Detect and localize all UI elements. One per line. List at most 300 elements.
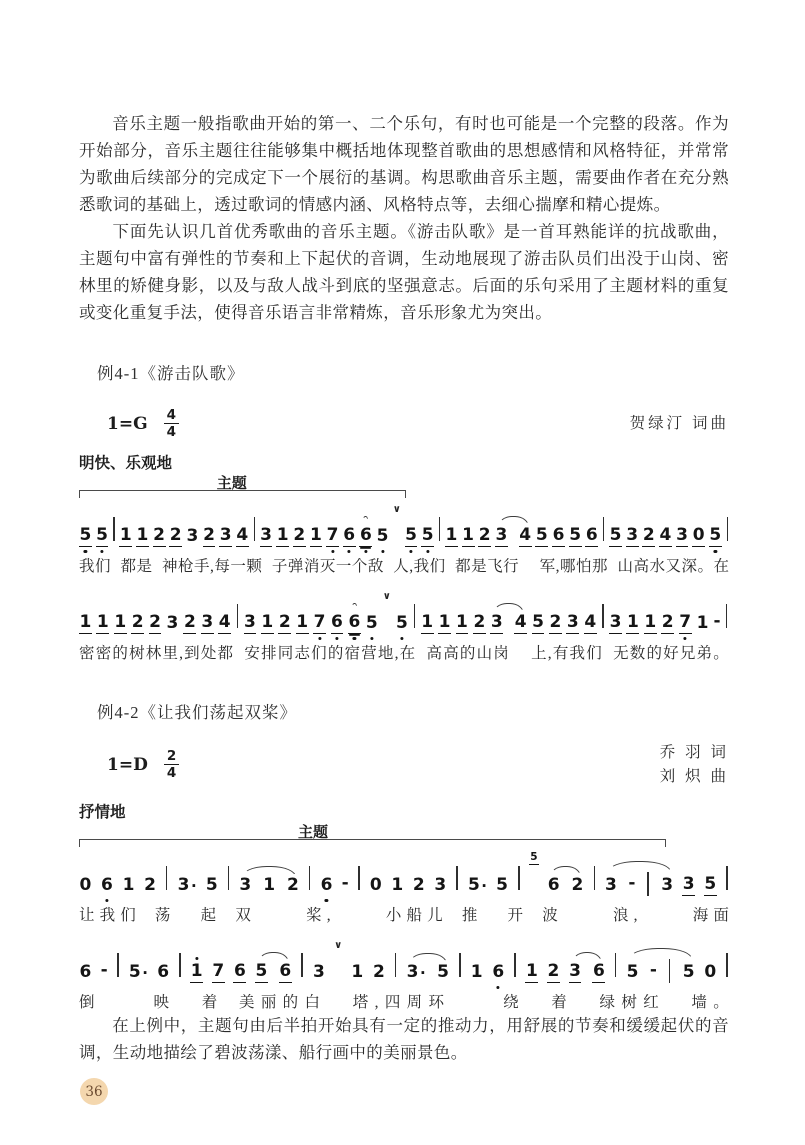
note-digit: 2 bbox=[149, 612, 161, 633]
note bbox=[525, 960, 538, 983]
note bbox=[177, 874, 197, 896]
note bbox=[490, 614, 503, 634]
barline bbox=[358, 866, 359, 890]
note bbox=[478, 527, 491, 547]
note bbox=[326, 527, 339, 547]
note-digit: 6 bbox=[552, 525, 565, 546]
note bbox=[412, 874, 425, 896]
note-digit: 1 bbox=[190, 960, 203, 981]
example-4-1 bbox=[79, 360, 729, 663]
note bbox=[128, 961, 148, 983]
note bbox=[157, 961, 170, 983]
barline bbox=[727, 517, 728, 541]
note-digit: 1 bbox=[644, 612, 657, 633]
note bbox=[626, 527, 639, 547]
note-digit: 6 bbox=[331, 612, 343, 633]
note bbox=[661, 874, 674, 896]
lyric-char: 敌 bbox=[367, 558, 384, 576]
paragraph-intro bbox=[79, 110, 729, 218]
breath-mark: ∨ bbox=[334, 939, 343, 951]
note-digit: 1 bbox=[696, 613, 709, 634]
credit-line: 刘 炽 曲 bbox=[659, 767, 729, 785]
dash-extension: - bbox=[628, 872, 636, 893]
low-octave-dot bbox=[426, 550, 429, 553]
barline bbox=[594, 866, 595, 890]
note bbox=[585, 527, 598, 547]
lyric-char: 灭 bbox=[319, 558, 336, 576]
lyric-char: 水 bbox=[649, 558, 665, 576]
low-octave-dot bbox=[331, 550, 334, 553]
note-digit: 2 bbox=[153, 525, 165, 546]
note bbox=[276, 527, 289, 547]
note bbox=[679, 614, 692, 634]
note bbox=[131, 614, 144, 634]
lyric-char: 里 bbox=[162, 645, 178, 663]
note-digit: 3 bbox=[566, 612, 579, 633]
lyric-char: 让 bbox=[79, 906, 95, 924]
note-digit: 5 bbox=[255, 960, 268, 981]
lyric-row bbox=[79, 554, 729, 576]
lyric-char: 浪 bbox=[613, 906, 629, 924]
note bbox=[348, 614, 361, 634]
note bbox=[365, 615, 378, 634]
note-digit: 2 bbox=[547, 960, 560, 981]
note-digit: 4 bbox=[218, 612, 231, 633]
slur-arc bbox=[359, 527, 372, 547]
note-digit: 2 bbox=[478, 525, 491, 546]
lyric-char: 们 bbox=[120, 906, 136, 924]
example-4-2 bbox=[79, 699, 729, 1012]
note bbox=[144, 874, 157, 896]
note-digit: 3 bbox=[490, 612, 503, 633]
note bbox=[320, 874, 333, 896]
note bbox=[609, 527, 622, 547]
note-digit: 5 bbox=[704, 873, 717, 894]
note bbox=[166, 615, 179, 634]
notation-system bbox=[79, 939, 729, 1012]
note-digit: 6 bbox=[343, 525, 356, 546]
note-digit: 3 bbox=[166, 613, 179, 634]
lyric-char: 。 bbox=[713, 645, 729, 663]
note-digit: 3 bbox=[682, 873, 695, 894]
note bbox=[547, 874, 560, 896]
note-digit: 1 bbox=[119, 525, 132, 546]
note bbox=[406, 961, 426, 983]
slur-arc bbox=[605, 872, 674, 896]
low-octave-dot bbox=[353, 637, 356, 640]
lyric-char: 我 bbox=[99, 906, 116, 924]
notation-system bbox=[79, 504, 729, 576]
barline bbox=[237, 604, 238, 628]
lyric-char: 手 bbox=[193, 558, 210, 576]
lyric-char: 白 bbox=[304, 993, 321, 1011]
low-octave-dot bbox=[370, 637, 373, 640]
lyric-char: 墙 bbox=[691, 993, 707, 1011]
note-digit: 3 bbox=[219, 525, 232, 546]
lyric-char: 神 bbox=[161, 558, 178, 576]
low-octave-dot bbox=[684, 637, 687, 640]
lyric-char: 倒 bbox=[79, 993, 95, 1011]
note-row bbox=[79, 504, 729, 547]
slur-arc bbox=[348, 614, 361, 634]
lyric-char: 我 bbox=[79, 558, 95, 576]
key-signature bbox=[107, 749, 179, 780]
barline bbox=[301, 953, 302, 977]
note-digit: 1 bbox=[122, 874, 135, 895]
note-digit: 2 bbox=[203, 525, 215, 546]
note-digit: 2 bbox=[549, 612, 562, 633]
barline bbox=[726, 953, 727, 977]
note-digit: 0 bbox=[692, 525, 705, 546]
time-signature-bottom: 4 bbox=[166, 765, 177, 782]
note-digit: 5 bbox=[365, 613, 378, 634]
lyric-char: , bbox=[547, 645, 552, 663]
lyric-char: 都 bbox=[455, 558, 471, 576]
lyric-char: , bbox=[374, 993, 379, 1011]
note-digit: 6 bbox=[79, 961, 92, 982]
note-digit: 6 bbox=[348, 612, 361, 633]
lyric-char: 面 bbox=[713, 906, 729, 924]
note-digit: 3 bbox=[676, 525, 688, 546]
low-octave-dot bbox=[105, 899, 108, 902]
lyric-char: 数 bbox=[629, 645, 646, 663]
lyric-char: 我 bbox=[569, 645, 586, 663]
note-digit: 7 bbox=[212, 960, 225, 981]
lyric-char: 海 bbox=[692, 906, 709, 924]
time-signature bbox=[164, 749, 179, 780]
note bbox=[467, 874, 487, 896]
note bbox=[445, 527, 458, 547]
lyric-char: , bbox=[555, 558, 560, 576]
lyric-char: , bbox=[209, 558, 214, 576]
lyric-char: 那 bbox=[591, 558, 608, 576]
note-digit: 6 bbox=[359, 525, 372, 546]
lyric-char: , bbox=[179, 645, 183, 663]
lyric-char: 颗 bbox=[246, 558, 262, 576]
note-digit: 3 bbox=[186, 526, 199, 547]
dash-extension: - bbox=[341, 872, 349, 893]
note bbox=[169, 527, 182, 547]
note-digit: 4 bbox=[659, 525, 672, 546]
lyric-char: 的 bbox=[282, 993, 299, 1011]
note bbox=[692, 527, 705, 547]
note-digit: 5 bbox=[535, 525, 548, 546]
lyric-char: 好 bbox=[663, 645, 679, 663]
augmentation-dot: · bbox=[142, 963, 148, 982]
paragraph-songs bbox=[79, 218, 729, 326]
lyric-char: 树 bbox=[621, 993, 637, 1011]
note bbox=[626, 614, 639, 634]
note bbox=[260, 527, 273, 547]
breath-mark: ∨ bbox=[392, 504, 401, 516]
note bbox=[405, 527, 418, 547]
lyric-char: 山 bbox=[476, 645, 493, 663]
page-number-badge bbox=[80, 1078, 108, 1105]
lyric-char: 一 bbox=[230, 558, 246, 576]
lyric-char: 荡 bbox=[154, 906, 171, 924]
note bbox=[535, 527, 548, 547]
lyric-char: 丽 bbox=[260, 993, 277, 1011]
lyric-char: 都 bbox=[120, 558, 136, 576]
note bbox=[373, 961, 386, 983]
barline bbox=[726, 866, 727, 890]
lyric-char: 的 bbox=[112, 645, 128, 663]
note bbox=[203, 527, 216, 547]
grace-note: 5 bbox=[530, 850, 538, 863]
note bbox=[263, 874, 276, 896]
slur-arc bbox=[490, 614, 527, 634]
lyric-char: 们 bbox=[586, 645, 602, 663]
notation-lines bbox=[79, 504, 729, 663]
lyric-char: 塔 bbox=[352, 993, 369, 1011]
lyric-char: 有 bbox=[552, 645, 569, 663]
example-4-1-title: 例4-1《游击队歌》 bbox=[97, 364, 245, 383]
note-digit: 2 bbox=[473, 612, 486, 633]
lyric-char: 宿 bbox=[344, 645, 361, 663]
note bbox=[514, 614, 527, 634]
lyric-char: 是 bbox=[136, 558, 152, 576]
note bbox=[190, 960, 203, 983]
note-digit: 5 bbox=[421, 525, 434, 546]
note bbox=[470, 961, 483, 983]
lyric-char: 岗 bbox=[493, 645, 509, 663]
lyric-char: 开 bbox=[507, 906, 524, 924]
note bbox=[278, 614, 291, 634]
low-octave-dot bbox=[364, 550, 367, 553]
lyric-char: 枪 bbox=[177, 558, 194, 576]
note-row bbox=[79, 850, 729, 896]
lyric-char: 波 bbox=[542, 906, 558, 924]
note bbox=[473, 614, 486, 634]
barline bbox=[254, 517, 255, 541]
note bbox=[244, 614, 257, 634]
note bbox=[79, 614, 92, 634]
note bbox=[642, 527, 655, 547]
note bbox=[661, 614, 674, 634]
note-digit: 2 bbox=[183, 612, 196, 633]
note bbox=[233, 960, 246, 983]
note-digit: 5 bbox=[682, 961, 695, 982]
note-digit: 1 bbox=[136, 525, 149, 546]
note-digit: 5 bbox=[626, 961, 639, 982]
barline bbox=[615, 953, 616, 977]
note-digit: 7 bbox=[326, 525, 339, 546]
note-digit: 1 bbox=[263, 874, 276, 895]
augmentation-dot: · bbox=[419, 963, 426, 982]
note-digit: 3 bbox=[201, 612, 214, 633]
barline bbox=[647, 872, 648, 896]
time-signature-bottom: 4 bbox=[166, 424, 176, 441]
note-digit: 1 bbox=[445, 525, 458, 546]
barline bbox=[459, 953, 460, 977]
note bbox=[201, 614, 214, 634]
credit-line: 贺绿汀 词曲 bbox=[629, 415, 729, 433]
note-digit: 2 bbox=[131, 612, 144, 633]
note-digit: 5 bbox=[709, 525, 722, 546]
note-digit: 6 bbox=[492, 961, 505, 982]
lyric-char: 弟 bbox=[696, 645, 713, 663]
lyric-char: 。 bbox=[713, 993, 729, 1011]
lyric-char: , bbox=[394, 645, 399, 663]
note bbox=[709, 527, 722, 547]
note-digit: 3 bbox=[239, 874, 252, 895]
lyric-char: 船 bbox=[406, 906, 423, 924]
note bbox=[101, 874, 114, 896]
lyric-char: 们 bbox=[429, 558, 446, 576]
lyric-char: 兄 bbox=[679, 645, 696, 663]
credit-line: 乔 羽 词 bbox=[659, 744, 729, 762]
lyric-char: 山 bbox=[617, 558, 633, 576]
barline bbox=[726, 604, 727, 628]
note bbox=[437, 961, 450, 983]
lyric-char: 安 bbox=[244, 645, 260, 663]
lyric-char: 飞 bbox=[487, 558, 503, 576]
lyric-char: 环 bbox=[428, 993, 445, 1011]
note-digit: 2 bbox=[373, 961, 385, 982]
notation-system bbox=[79, 850, 729, 925]
note-digit: 1 bbox=[351, 961, 364, 982]
note bbox=[421, 527, 434, 547]
note-digit: 3 bbox=[177, 874, 190, 895]
lyric-char: 的 bbox=[646, 645, 662, 663]
lyric-char: 红 bbox=[643, 993, 659, 1011]
theme-bracket-line bbox=[79, 839, 666, 847]
note bbox=[79, 527, 92, 547]
notation-system bbox=[79, 591, 729, 663]
lyric-char: 无 bbox=[613, 645, 629, 663]
note bbox=[205, 874, 218, 896]
lyric-char: 高 bbox=[443, 645, 459, 663]
notation-lines bbox=[79, 850, 729, 1012]
note bbox=[682, 961, 695, 983]
note-digit: 3 bbox=[605, 874, 617, 895]
low-octave-dot bbox=[400, 637, 403, 640]
lyric-char: 美 bbox=[238, 993, 255, 1011]
low-octave-dot bbox=[348, 550, 351, 553]
note-digit: 5 bbox=[405, 525, 417, 546]
lyric-char: 都 bbox=[217, 645, 234, 663]
dash-extension: - bbox=[649, 959, 657, 980]
lyric-char: 们 bbox=[95, 558, 111, 576]
note-digit: 5 bbox=[96, 525, 108, 546]
note-digit: 2 bbox=[169, 525, 182, 546]
note-digit: 6 bbox=[592, 960, 605, 981]
lyric-char: 推 bbox=[461, 906, 478, 924]
note bbox=[376, 528, 389, 547]
note bbox=[495, 527, 508, 547]
note bbox=[532, 614, 545, 634]
lyric-char: 周 bbox=[406, 993, 423, 1011]
lyric-char: 志 bbox=[294, 645, 310, 663]
lyric-char: 密 bbox=[79, 645, 95, 663]
lyric-char: 人 bbox=[393, 558, 409, 576]
note-digit: 6 bbox=[233, 960, 246, 981]
note bbox=[351, 961, 364, 983]
note bbox=[239, 874, 252, 896]
note-digit: 1 bbox=[626, 612, 639, 633]
low-octave-dot bbox=[318, 637, 321, 640]
note-digit: 5 bbox=[376, 526, 389, 547]
lyric-row bbox=[79, 903, 729, 925]
lyric-row bbox=[79, 641, 729, 663]
note-digit: 2 bbox=[412, 874, 425, 895]
lyric-char: 高 bbox=[426, 645, 443, 663]
note bbox=[114, 614, 127, 634]
key-text: 1=G bbox=[107, 413, 148, 434]
note-digit: 5 bbox=[395, 613, 408, 634]
high-octave-dot bbox=[195, 957, 198, 960]
note-digit: 5 bbox=[467, 874, 480, 895]
example-4-1-keyrow bbox=[79, 408, 729, 439]
note-digit: 1 bbox=[96, 612, 109, 633]
note-digit: 0 bbox=[79, 874, 92, 895]
lyric-char: 们 bbox=[311, 645, 327, 663]
composer-credit bbox=[630, 412, 729, 435]
key-signature bbox=[107, 408, 179, 439]
barline bbox=[518, 866, 519, 890]
barline bbox=[602, 604, 603, 628]
note-digit: 7 bbox=[679, 612, 692, 633]
lyric-char: 营 bbox=[361, 645, 377, 663]
note-digit: 1 bbox=[276, 525, 289, 546]
low-octave-dot bbox=[497, 986, 500, 989]
lyric-char: 我 bbox=[413, 558, 430, 576]
slur-arc bbox=[626, 959, 695, 983]
lyric-char: 是 bbox=[471, 558, 487, 576]
note-digit: 1 bbox=[114, 612, 127, 633]
note-digit: 6 bbox=[585, 525, 598, 546]
note-digit: 6 bbox=[547, 874, 560, 895]
lyric-char: 四 bbox=[384, 993, 401, 1011]
paragraph-closing bbox=[79, 1012, 729, 1066]
lyric-char: 着 bbox=[201, 993, 218, 1011]
note-digit: 1 bbox=[261, 612, 274, 633]
key-text: 1=D bbox=[107, 754, 148, 775]
example-4-2-keyrow bbox=[79, 741, 729, 788]
note-digit: 3 bbox=[569, 960, 581, 981]
breath-mark: ∨ bbox=[382, 591, 391, 603]
lyric-char: 小 bbox=[385, 906, 402, 924]
note bbox=[391, 874, 404, 896]
note-digit: 2 bbox=[287, 874, 299, 895]
paragraph-songs-text: 下面先认识几首优秀歌曲的音乐主题。《游击队歌》是一首耳熟能详的抗战歌曲，主题句中富有弹性的节奏和上下起伏的音调，生动地展现了游击队员们出没于山岗、密林里的矫健身影，以及与敌人战斗到底的坚强意志。后面的乐句采用了主题材料的重复或变化重复手法，使得音乐语言非常精炼，音乐形象尤为突出。 bbox=[79, 222, 729, 322]
note bbox=[456, 614, 469, 634]
low-octave-dot bbox=[409, 550, 412, 553]
lyric-char: 树 bbox=[129, 645, 145, 663]
lyric-char: 在 bbox=[399, 645, 416, 663]
note bbox=[369, 874, 382, 896]
slur-arc bbox=[547, 874, 584, 896]
note-digit: 2 bbox=[642, 525, 655, 546]
note bbox=[236, 527, 249, 547]
note-digit: 3 bbox=[609, 612, 622, 633]
note bbox=[438, 614, 451, 634]
barline bbox=[113, 517, 114, 541]
lyric-char: 高 bbox=[633, 558, 649, 576]
note bbox=[255, 960, 268, 983]
barline bbox=[439, 517, 440, 541]
time-signature-top: 4 bbox=[164, 408, 179, 424]
note-digit: 3 bbox=[244, 612, 256, 633]
note bbox=[605, 874, 618, 896]
note-digit: 2 bbox=[278, 612, 291, 633]
note bbox=[183, 614, 196, 634]
note bbox=[704, 961, 717, 983]
note bbox=[492, 961, 505, 983]
barline bbox=[179, 953, 180, 977]
lyric-char: 上 bbox=[531, 645, 547, 663]
low-octave-dot bbox=[335, 637, 338, 640]
